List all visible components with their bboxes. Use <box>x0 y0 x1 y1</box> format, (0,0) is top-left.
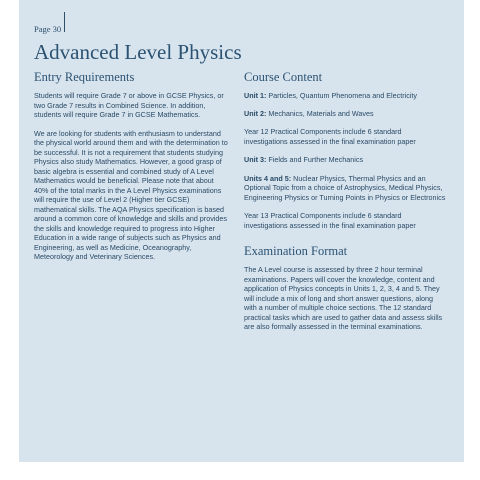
entry-requirements-heading: Entry Requirements <box>34 70 135 84</box>
year-12-practical-text: Year 12 Practical Components include 6 standard investigations assessed in the final examination paper <box>244 127 416 146</box>
entry-requirements-paragraph-2: We are looking for students with enthusiasm to understand the physical world around them and with the determination to be successful. It is not a requirement that students studying Physics also study Mathematics. However, a good grasp of basic algebra is essential and combined study of A Level Mathematics would be beneficial. Please note that about 40% of the total marks in the A Level Physics examinations will require the use of Level 2 (Higher tier GCSE) mathematical skills. The AQA Physics specification is based around a common core of knowledge and skills and provides the skills and knowledge required to progress into Higher Education in a wide range of subjects such as Physics and Engineering, as well as Medicine, Oceanography, Meteorology and Veterinary Sciences. <box>34 128 228 261</box>
unit-2-line <box>244 109 446 119</box>
right-column <box>244 70 446 341</box>
unit-3-text: Fields and Further Mechanics <box>266 155 364 164</box>
unit-2-label: Unit 2: <box>244 108 267 118</box>
unit-1-line <box>244 91 446 101</box>
page-number: Page 30 <box>34 24 62 34</box>
unit-3-label: Unit 3: <box>244 155 267 164</box>
units-4-5-text: Nuclear Physics, Thermal Physics and an Optional Topic from a choice of Astrophysics, Medical Physics, Engineering Physics or Turning Points in Physics or Electronics <box>244 173 446 202</box>
year-13-practical-text: Year 13 Practical Components include 6 standard investigations assessed in the final examination paper <box>244 211 416 230</box>
examination-format-paragraph: The A Level course is assessed by three 2 hour terminal examinations. Papers will cover the knowledge, content and application of Physics concepts in Units 1, 2, 3, 4 and 5. They will include a mix of long and short answer questions, along with a number of multiple choice sections. The 12 standard practical tasks which are used to gather data and assess skills are also formally assessed in the terminal examinations. <box>244 265 443 331</box>
page-number-divider <box>64 12 65 32</box>
unit-1-text: Particles, Quantum Phenomena and Electricity <box>266 91 417 100</box>
left-column <box>34 70 230 271</box>
entry-requirements-paragraph-1: Students will require Grade 7 or above in GCSE Physics, or two Grade 7 results in Combined Science. In addition, students will require Grade 7 in GCSE Mathematics. <box>34 91 224 119</box>
unit-1-label: Unit 1: <box>244 91 267 100</box>
course-content-heading: Course Content <box>244 70 323 84</box>
units-4-5-line <box>244 174 446 203</box>
unit-3-line <box>244 155 446 165</box>
units-4-5-label: Units 4 and 5: <box>244 173 292 183</box>
unit-2-text: Mechanics, Materials and Waves <box>266 108 374 118</box>
examination-format-heading: Examination Format <box>244 244 348 258</box>
page-title: Advanced Level Physics <box>34 40 242 64</box>
